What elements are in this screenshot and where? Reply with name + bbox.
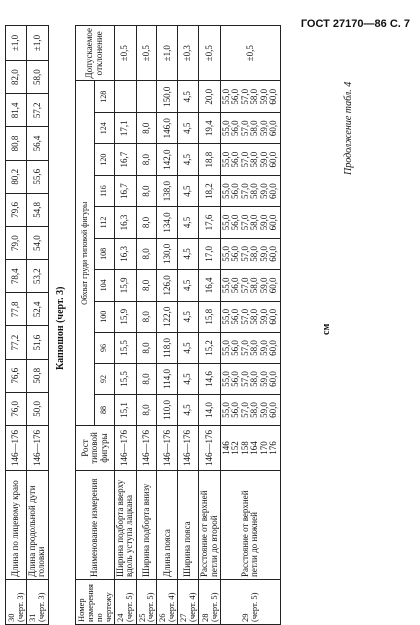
row-name: Длина пояса (157, 471, 178, 580)
row-ref: (черт. 3) (36, 592, 47, 622)
row-tolerance: ±1,0 (26, 26, 48, 61)
cell: 15,1 (114, 394, 136, 425)
cell: 81,4 (6, 94, 27, 127)
row-ref: (черт. 4) (166, 592, 177, 622)
cell: 17,6 (199, 207, 221, 238)
units-label: см (321, 323, 332, 335)
stack-value: 58,0 (249, 371, 260, 387)
cell-stack (220, 332, 280, 363)
cell: 8,0 (136, 394, 157, 425)
hood-table (5, 25, 49, 625)
cell: 76,6 (6, 359, 27, 392)
cell-stack (220, 363, 280, 394)
cell: 14,6 (199, 363, 221, 394)
cell: 146,0 (157, 113, 178, 144)
cell: 16,3 (114, 238, 136, 269)
page-header: ГОСТ 27170—86 С. 7 (300, 18, 410, 30)
row-name: Ширина пояса (178, 471, 199, 580)
table-row (114, 26, 136, 625)
stack-value: 56,0 (230, 183, 241, 199)
continuation-label: Продолжение табл. 4 (343, 81, 354, 175)
stack-value: 59,0 (258, 308, 269, 325)
cell: 15,5 (114, 363, 136, 394)
section-label: Капюшон (черт. 3) (55, 286, 66, 370)
row-tolerance: ±0,5 (136, 26, 157, 81)
size-header: 108 (95, 238, 114, 269)
rost-value: 152 (230, 441, 241, 455)
stack-value: 55,0 (220, 308, 231, 325)
size-header: 88 (95, 394, 114, 425)
cell-stack (220, 270, 280, 301)
row-num: 29 (240, 613, 251, 622)
row-name: Длина по лицевому краю (6, 471, 27, 580)
cell: 8,0 (136, 175, 157, 206)
row-num: 27 (178, 613, 189, 622)
stack-value: 55,0 (220, 371, 231, 387)
cell: 4,5 (178, 394, 199, 425)
stack-value: 59,0 (258, 214, 269, 231)
row-rost: 146—176 (114, 426, 136, 471)
table-row (6, 26, 27, 625)
stack-value: 60,0 (268, 308, 279, 325)
stack-value: 55,0 (220, 214, 231, 231)
cell: 110,0 (157, 394, 178, 425)
stack-value: 60,0 (268, 120, 279, 137)
cell-stack (220, 301, 280, 332)
cell: 15,9 (114, 301, 136, 332)
cell: 4,5 (178, 301, 199, 332)
cell: 54,0 (26, 226, 48, 259)
cell-stack (220, 238, 280, 269)
cell: 118,0 (157, 332, 178, 363)
stack-value: 55,0 (220, 277, 231, 294)
row-num: 31 (27, 613, 38, 622)
row-ref: (черт. 3) (14, 592, 25, 622)
cell: 16,7 (114, 175, 136, 206)
stack-value: 56,0 (230, 214, 241, 231)
cell: 77,2 (6, 326, 27, 359)
cell: 80,8 (6, 127, 27, 160)
header-num: Номер измерения по чертежу (76, 580, 115, 625)
cell: 76,0 (6, 392, 27, 425)
size-header: 112 (95, 207, 114, 238)
cell: 20,0 (199, 81, 221, 113)
cell: 142,0 (157, 144, 178, 175)
cell: 54,8 (26, 193, 48, 226)
cell: 18,8 (199, 144, 221, 175)
cell: 8,0 (136, 238, 157, 269)
stack-value: 58,0 (249, 183, 260, 199)
row-name: Длина продольной дуги головки (26, 471, 48, 580)
stack-value: 59,0 (258, 371, 269, 387)
row-num: 28 (199, 613, 210, 622)
stack-value: 57,0 (239, 88, 250, 105)
row-tolerance: ±0,5 (220, 26, 280, 81)
cell: 18,2 (199, 175, 221, 206)
size-header: 96 (95, 332, 114, 363)
cell: 50,8 (26, 359, 48, 392)
cell-stack (220, 81, 280, 113)
size-header: 120 (95, 144, 114, 175)
stack-value: 56,0 (230, 308, 241, 325)
rost-value: 170 (258, 441, 269, 455)
table-row (199, 26, 221, 625)
rost-value: 164 (249, 441, 260, 455)
cell: 15,8 (199, 301, 221, 332)
stack-value: 55,0 (220, 151, 231, 168)
cell: 8,0 (136, 270, 157, 301)
stack-value: 58,0 (249, 340, 260, 356)
row-num: 26 (157, 613, 168, 622)
stack-value: 57,0 (239, 402, 250, 418)
size-header: 128 (95, 81, 114, 113)
row-tolerance: ±1,0 (157, 26, 178, 81)
stack-value: 58,0 (249, 277, 260, 294)
cell: 19,4 (199, 113, 221, 144)
stack-value: 57,0 (239, 214, 250, 231)
cell: 150,0 (157, 81, 178, 113)
stack-value: 58,0 (249, 120, 260, 137)
cell: 79,6 (6, 193, 27, 226)
row-tolerance: ±0,3 (178, 26, 199, 81)
cell-empty (136, 81, 157, 113)
cell: 114,0 (157, 363, 178, 394)
row-rost: 146—176 (136, 426, 157, 471)
stack-value: 56,0 (230, 151, 241, 168)
cell: 4,5 (178, 238, 199, 269)
rost-value: 158 (239, 441, 250, 455)
size-header: 124 (95, 113, 114, 144)
cell: 58,0 (26, 61, 48, 94)
cell-stack (220, 394, 280, 425)
cell-stack (220, 207, 280, 238)
row-rost: 146—176 (157, 426, 178, 471)
row-ref: (черт. 4) (187, 592, 198, 622)
cell: 15,2 (199, 332, 221, 363)
row-name: Расстояние от верхней петли до нижней (220, 471, 280, 580)
rost-value: 146 (220, 441, 231, 455)
stack-value: 56,0 (230, 88, 241, 105)
cell: 8,0 (136, 301, 157, 332)
cell: 4,5 (178, 270, 199, 301)
stack-value: 55,0 (220, 402, 231, 418)
cell: 8,0 (136, 113, 157, 144)
stack-value: 57,0 (239, 277, 250, 294)
table-row (26, 26, 48, 625)
stack-value: 59,0 (258, 402, 269, 418)
cell: 17,0 (199, 238, 221, 269)
cell: 8,0 (136, 144, 157, 175)
measurements-table (75, 25, 281, 625)
stack-value: 58,0 (249, 151, 260, 168)
stack-value: 56,0 (230, 402, 241, 418)
stack-value: 56,0 (230, 120, 241, 137)
cell-stack (220, 144, 280, 175)
stack-value: 60,0 (268, 402, 279, 418)
row-ref: (черт. 5) (145, 592, 156, 622)
row-num: 30 (6, 613, 16, 622)
stack-value: 60,0 (268, 340, 279, 356)
cell: 126,0 (157, 270, 178, 301)
cell: 52,4 (26, 293, 48, 326)
cell: 16,3 (114, 207, 136, 238)
table-row (220, 26, 280, 625)
cell: 82,0 (6, 61, 27, 94)
row-num: 24 (115, 613, 126, 622)
stack-value: 58,0 (249, 88, 260, 105)
stack-value: 59,0 (258, 151, 269, 168)
cell: 122,0 (157, 301, 178, 332)
stack-value: 57,0 (239, 340, 250, 356)
cell: 77,8 (6, 293, 27, 326)
row-rost: 146—176 (6, 426, 27, 471)
stack-value: 56,0 (230, 340, 241, 356)
cell: 80,2 (6, 160, 27, 193)
header-rost: Рост типовой фигуры (76, 426, 115, 471)
stack-value: 55,0 (220, 183, 231, 199)
stack-value: 56,0 (230, 277, 241, 294)
size-header: 116 (95, 175, 114, 206)
cell-stack (220, 113, 280, 144)
row-num: 25 (136, 613, 147, 622)
cell: 4,5 (178, 144, 199, 175)
size-header: 100 (95, 301, 114, 332)
cell: 4,5 (178, 207, 199, 238)
cell: 16,7 (114, 144, 136, 175)
cell: 130,0 (157, 238, 178, 269)
cell: 79,0 (6, 226, 27, 259)
cell: 4,5 (178, 175, 199, 206)
row-tolerance: ±1,0 (6, 26, 27, 61)
cell: 4,5 (178, 81, 199, 113)
row-ref: (черт. 5) (249, 592, 260, 622)
stack-value: 58,0 (249, 246, 260, 262)
stack-value: 60,0 (268, 277, 279, 294)
stack-value: 60,0 (268, 371, 279, 387)
cell: 15,9 (114, 270, 136, 301)
stack-value: 57,0 (239, 151, 250, 168)
stack-value: 58,0 (249, 402, 260, 418)
stack-value: 57,0 (239, 246, 250, 262)
stack-value: 59,0 (258, 277, 269, 294)
stack-value: 56,0 (230, 371, 241, 387)
stack-value: 60,0 (268, 214, 279, 231)
cell: 8,0 (136, 332, 157, 363)
cell: 17,1 (114, 113, 136, 144)
cell: 15,5 (114, 332, 136, 363)
cell: 51,6 (26, 326, 48, 359)
cell: 53,2 (26, 260, 48, 293)
stack-value: 59,0 (258, 246, 269, 262)
stack-value: 59,0 (258, 183, 269, 199)
size-header: 104 (95, 270, 114, 301)
row-name: Ширина подборта внизу (136, 471, 157, 580)
cell: 56,4 (26, 127, 48, 160)
stack-value: 60,0 (268, 88, 279, 105)
stack-value: 55,0 (220, 88, 231, 105)
stack-value: 59,0 (258, 340, 269, 356)
cell: 14,0 (199, 394, 221, 425)
row-name: Ширина подборта вверху вдоль уступа лацкана (114, 471, 136, 580)
cell: 16,4 (199, 270, 221, 301)
stack-value: 57,0 (239, 371, 250, 387)
cell: 78,4 (6, 260, 27, 293)
cell: 8,0 (136, 363, 157, 394)
stack-value: 55,0 (220, 340, 231, 356)
table-row (157, 26, 178, 625)
cell: 8,0 (136, 207, 157, 238)
row-rost: 146—176 (199, 426, 221, 471)
row-ref: (черт. 5) (124, 592, 135, 622)
cell: 4,5 (178, 332, 199, 363)
stack-value: 59,0 (258, 120, 269, 137)
cell: 50,0 (26, 392, 48, 425)
header-group: Обхват груди типовой фигуры (76, 81, 95, 426)
row-tolerance: ±0,5 (199, 26, 221, 81)
stack-value: 56,0 (230, 246, 241, 262)
stack-value: 57,0 (239, 183, 250, 199)
stack-value: 57,0 (239, 308, 250, 325)
row-ref: (черт. 5) (208, 592, 219, 622)
stack-value: 57,0 (239, 120, 250, 137)
stack-value: 58,0 (249, 308, 260, 325)
table-row (178, 26, 199, 625)
stack-value: 55,0 (220, 120, 231, 137)
stack-value: 55,0 (220, 246, 231, 262)
stack-value: 60,0 (268, 151, 279, 168)
stack-value: 59,0 (258, 88, 269, 105)
size-header: 92 (95, 363, 114, 394)
row-rost: 146—176 (26, 426, 48, 471)
cell-stack (220, 175, 280, 206)
header-tol: Допускаемое отклонение (76, 26, 115, 81)
cell: 57,2 (26, 94, 48, 127)
cell: 138,0 (157, 175, 178, 206)
cell: 4,5 (178, 113, 199, 144)
header-name: Наименование измерения (76, 471, 115, 580)
cell: 4,5 (178, 363, 199, 394)
cell: 55,6 (26, 160, 48, 193)
table-row (136, 26, 157, 625)
stack-value: 60,0 (268, 246, 279, 262)
cell-empty (114, 81, 136, 113)
rost-value: 176 (268, 441, 279, 455)
row-name: Расстояние от верхней петли до второй (199, 471, 221, 580)
stack-value: 60,0 (268, 183, 279, 199)
cell: 134,0 (157, 207, 178, 238)
row-tolerance: ±0,5 (114, 26, 136, 81)
stack-value: 58,0 (249, 214, 260, 231)
row-rost: 146—176 (178, 426, 199, 471)
